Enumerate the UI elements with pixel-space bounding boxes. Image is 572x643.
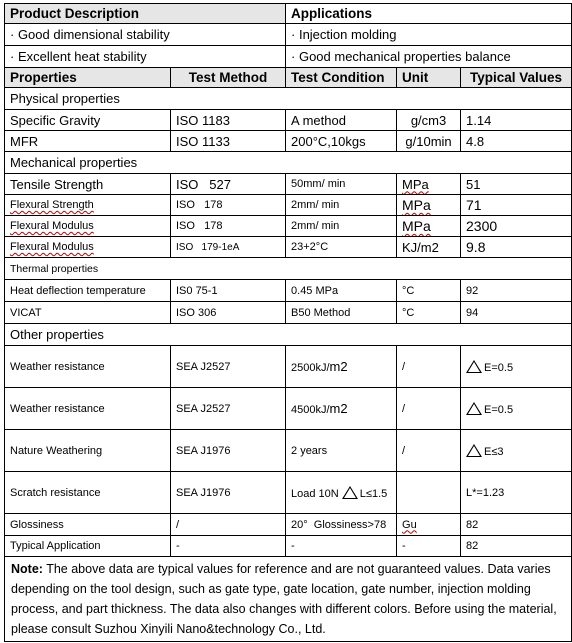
table-row: [5, 302, 572, 324]
unit-cell: -: [397, 536, 461, 557]
column-header: Test Condition: [286, 68, 397, 88]
method-cell: ISO 178: [171, 216, 286, 237]
property-cell: VICAT: [5, 302, 171, 324]
unit-cell: MPa: [402, 176, 429, 192]
property-cell: Heat deflection temperature: [5, 280, 171, 302]
unit-cell: [397, 472, 461, 514]
method-cell: IS0 75-1: [171, 280, 286, 302]
method-cell: ISO 306: [171, 302, 286, 324]
note-label: Note:: [11, 562, 43, 576]
table-row: [5, 280, 572, 302]
feature-right: · Injection molding: [286, 24, 572, 46]
table-row: [5, 110, 572, 131]
delta-icon: [466, 444, 482, 457]
method-cell: -: [171, 536, 286, 557]
column-header: Test Method: [171, 68, 286, 88]
unit-cell: /: [397, 430, 461, 472]
unit-cell: MPa: [402, 197, 431, 213]
condition-cell: 20° Glossiness>78: [286, 514, 397, 536]
delta-icon: [466, 402, 482, 415]
feature-row: [5, 46, 572, 68]
method-cell: SEA J1976: [171, 430, 286, 472]
property-cell: Scratch resistance: [5, 472, 171, 514]
feature-row: [5, 24, 572, 46]
condition-cell: 2mm/ min: [286, 216, 397, 237]
method-cell: ISO 1133: [171, 131, 286, 152]
note-text: The above data are typical values for reference and are not guaranteed values. Data varies depending on the tool design, such as gate type, gate location, gate number, injection molding process, and part thickness. The data also changes with different colors. Before using the material, please consult Suzhou Xinyili Nano&technology Co., Ltd.: [11, 562, 557, 636]
feature-left: · Good dimensional stability: [5, 24, 286, 46]
table-row: [5, 131, 572, 152]
section-heading-other: Other properties: [5, 324, 572, 346]
applications-heading: Applications: [286, 4, 572, 24]
condition-cell: 2 years: [286, 430, 397, 472]
property-cell: Weather resistance: [5, 346, 171, 388]
table-row: [5, 237, 572, 258]
unit-cell: KJ/m2: [397, 237, 461, 258]
unit-cell: g/cm3: [397, 110, 461, 131]
value-cell: 1.14: [461, 110, 572, 131]
property-cell: Typical Application: [5, 536, 171, 557]
property-cell: Tensile Strength: [5, 174, 171, 195]
value-cell: 51: [461, 174, 572, 195]
condition-unit: m2: [329, 358, 348, 374]
unit-cell: /: [397, 388, 461, 430]
table-row: [5, 472, 572, 514]
method-cell: ISO 527: [171, 174, 286, 195]
method-cell: SEA J1976: [171, 472, 286, 514]
method-cell: ISO 179-1eA: [171, 237, 286, 258]
unit-cell: /: [397, 346, 461, 388]
product-description-heading: Product Description: [5, 4, 286, 24]
method-cell: ISO 1183: [171, 110, 286, 131]
delta-icon: [466, 360, 482, 373]
condition-cell: 2mm/ min: [286, 195, 397, 216]
value-cell: 82: [461, 536, 572, 557]
section-heading-physical: Physical properties: [5, 88, 572, 110]
value-cell: L*=1.23: [461, 472, 572, 514]
table-row: [5, 174, 572, 195]
value-cell: 4.8: [461, 131, 572, 152]
method-cell: SEA J2527: [171, 388, 286, 430]
condition-cell: 50mm/ min: [286, 174, 397, 195]
property-cell: Glossiness: [5, 514, 171, 536]
datasheet-table: [4, 3, 572, 642]
property-cell: Flexural Modulus: [10, 220, 94, 232]
condition-delta: L≤1.5: [359, 487, 388, 500]
feature-left: · Excellent heat stability: [5, 46, 286, 68]
condition-load: Load 10N: [291, 487, 339, 500]
method-cell: ISO 178: [171, 195, 286, 216]
table-row: [5, 430, 572, 472]
unit-cell: °C: [397, 280, 461, 302]
value-cell: 94: [461, 302, 572, 324]
table-row: [5, 216, 572, 237]
method-cell: /: [171, 514, 286, 536]
condition-unit: m2: [329, 400, 348, 416]
table-row: [5, 346, 572, 388]
column-header: Unit: [397, 68, 461, 88]
table-row: [5, 388, 572, 430]
section-heading-mechanical: Mechanical properties: [5, 152, 572, 174]
value-cell: 9.8: [461, 237, 572, 258]
condition-cell: 23+2°C: [286, 237, 397, 258]
note-cell: [5, 557, 572, 642]
condition-cell: -: [286, 536, 397, 557]
condition-value: 4500kJ/: [291, 403, 330, 416]
table-row: [5, 195, 572, 216]
property-cell: Nature Weathering: [5, 430, 171, 472]
value-cell: E≤3: [484, 445, 504, 458]
unit-cell: MPa: [402, 218, 431, 234]
value-cell: E=0.5: [484, 361, 514, 374]
condition-cell: B50 Method: [286, 302, 397, 324]
property-cell: Weather resistance: [5, 388, 171, 430]
unit-cell: g/10min: [397, 131, 461, 152]
column-header: Properties: [5, 68, 171, 88]
property-cell: Flexural Strength: [10, 199, 94, 211]
value-cell: 82: [461, 514, 572, 536]
delta-icon: [342, 486, 358, 499]
condition-cell: 0.45 MPa: [286, 280, 397, 302]
column-header: Typical Values: [461, 68, 572, 88]
table-row: [5, 536, 572, 557]
column-header-row: [5, 68, 572, 88]
value-cell: E=0.5: [484, 403, 514, 416]
value-cell: 71: [461, 195, 572, 216]
unit-cell: °C: [397, 302, 461, 324]
condition-cell: 200°C,10kgs: [286, 131, 397, 152]
feature-right: · Good mechanical properties balance: [286, 46, 572, 68]
unit-cell: Gu: [402, 518, 417, 531]
table-row: [5, 514, 572, 536]
condition-value: 2500kJ/: [291, 361, 330, 374]
property-cell: MFR: [5, 131, 171, 152]
value-cell: 2300: [461, 216, 572, 237]
property-cell: Flexural Modulus: [10, 241, 94, 253]
method-cell: SEA J2527: [171, 346, 286, 388]
condition-cell: A method: [286, 110, 397, 131]
property-cell: Specific Gravity: [5, 110, 171, 131]
section-heading-thermal: Thermal properties: [5, 258, 572, 280]
value-cell: 92: [461, 280, 572, 302]
